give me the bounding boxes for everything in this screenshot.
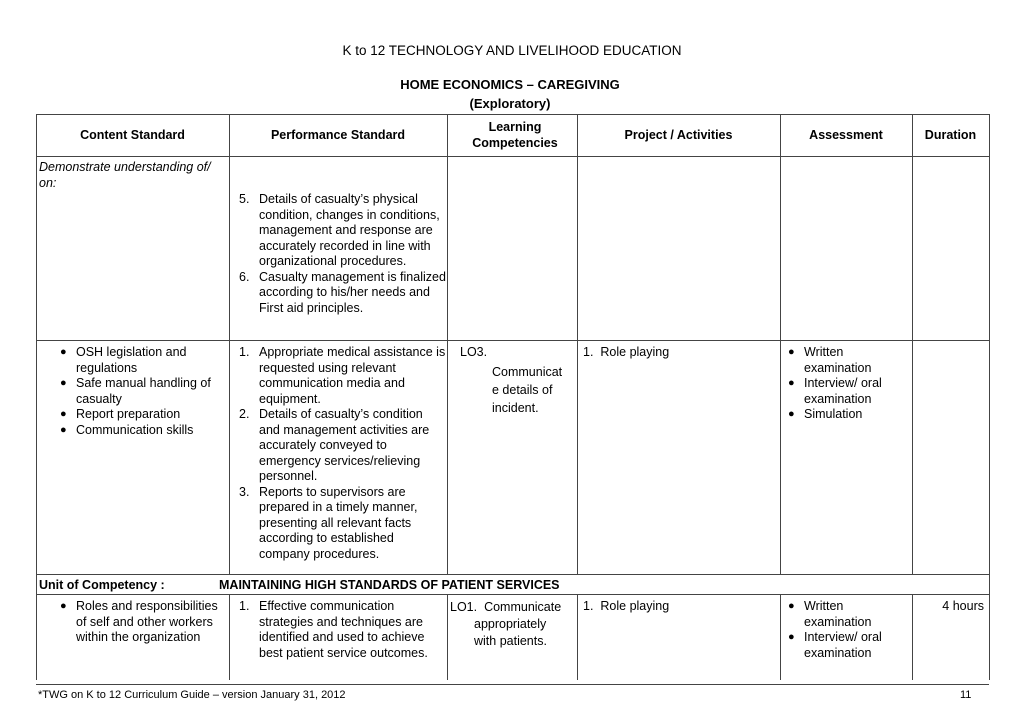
row-divider — [36, 594, 989, 595]
learning-competency-text: LO1. Communicate appropriately with patients. — [450, 600, 562, 648]
column-header-learning-competencies: Learning Competencies — [472, 120, 558, 150]
header-divider — [36, 156, 989, 157]
content-standard-list — [54, 599, 229, 646]
table-border-left — [36, 114, 37, 680]
list-item: ● Interview/ oral examination — [788, 630, 882, 660]
list-item: ● Simulation — [788, 407, 863, 421]
footer-note: *TWG on K to 12 Curriculum Guide – version January 31, 2012 — [38, 689, 346, 701]
list-item: ● Written examination — [788, 599, 872, 629]
list-item: ● Written examination — [788, 345, 872, 375]
project-activity: 1. Role playing — [583, 345, 670, 359]
unit-of-competency-label: Unit of Competency : — [39, 578, 165, 592]
list-item: 6. Casualty management is finalized according to his/her needs and First aid principles. — [239, 269, 446, 315]
learning-competency-text: Communicat e details of incident. — [492, 365, 563, 415]
list-item: ● Safe manual handling of casualty — [60, 376, 211, 406]
list-item: 1. Effective communication strategies and techniques are identified and used to achieve best patient service outcomes. — [239, 599, 428, 660]
page-number: 11 — [960, 689, 972, 701]
document-title: K to 12 TECHNOLOGY AND LIVELIHOOD EDUCATION — [342, 43, 682, 58]
column-header-assessment: Assessment — [809, 128, 883, 142]
column-divider — [780, 594, 781, 680]
assessment-list — [782, 599, 910, 661]
column-divider — [912, 594, 913, 680]
column-divider — [447, 594, 448, 680]
column-divider — [447, 114, 448, 574]
document-subtitle: HOME ECONOMICS – CAREGIVING — [400, 77, 620, 92]
list-item: ● Interview/ oral examination — [788, 376, 882, 406]
project-activity: 1. Role playing — [583, 599, 670, 613]
curriculum-table — [36, 114, 989, 680]
list-item: 5. Details of casualty’s physical condition, changes in conditions, management and response are accurately recorded in line with organizational procedures. — [239, 192, 440, 268]
performance-standard-list — [235, 599, 447, 661]
list-item: ● Report preparation — [60, 407, 181, 421]
row-divider — [36, 574, 989, 575]
performance-standard-list — [235, 192, 447, 316]
table-border-right — [989, 114, 990, 680]
column-header-duration: Duration — [924, 128, 977, 142]
list-item: 1. Appropriate medical assistance is requested using relevant communication media and equipment. — [239, 345, 446, 406]
unit-of-competency-title: MAINTAINING HIGH STANDARDS OF PATIENT SERVICES — [219, 578, 560, 592]
duration-value: 4 hours — [942, 599, 984, 613]
assessment-list — [782, 345, 910, 423]
list-item: 2. Details of casualty’s condition and management activities are accurately conveyed to emergency services/relieving personnel. — [239, 407, 430, 483]
performance-standard-list — [235, 345, 447, 562]
row-divider — [36, 340, 989, 341]
column-divider — [577, 114, 578, 574]
list-item: ● Communication skills — [60, 422, 194, 437]
list-item: ● OSH legislation and regulations — [60, 345, 187, 375]
footer-rule — [36, 684, 989, 685]
content-standard-list — [54, 345, 229, 438]
column-divider — [912, 114, 913, 574]
column-header-content-standard: Content Standard — [80, 128, 185, 142]
column-divider — [780, 114, 781, 574]
column-divider — [577, 594, 578, 680]
column-divider — [229, 114, 230, 574]
column-divider — [229, 594, 230, 680]
column-header-project-activities: Project / Activities — [624, 128, 733, 142]
content-standard-intro: Demonstrate understanding of/ on: — [39, 160, 211, 190]
document-subtitle-2: (Exploratory) — [469, 96, 551, 111]
list-item: 3. Reports to supervisors are prepared in a timely manner, presenting all relevant facts according to established company procedures. — [239, 484, 418, 561]
list-item: ● Roles and responsibilities of self and other workers within the organization — [60, 599, 218, 644]
learning-competency-code: LO3. — [460, 345, 488, 359]
column-header-performance-standard: Performance Standard — [270, 128, 406, 142]
